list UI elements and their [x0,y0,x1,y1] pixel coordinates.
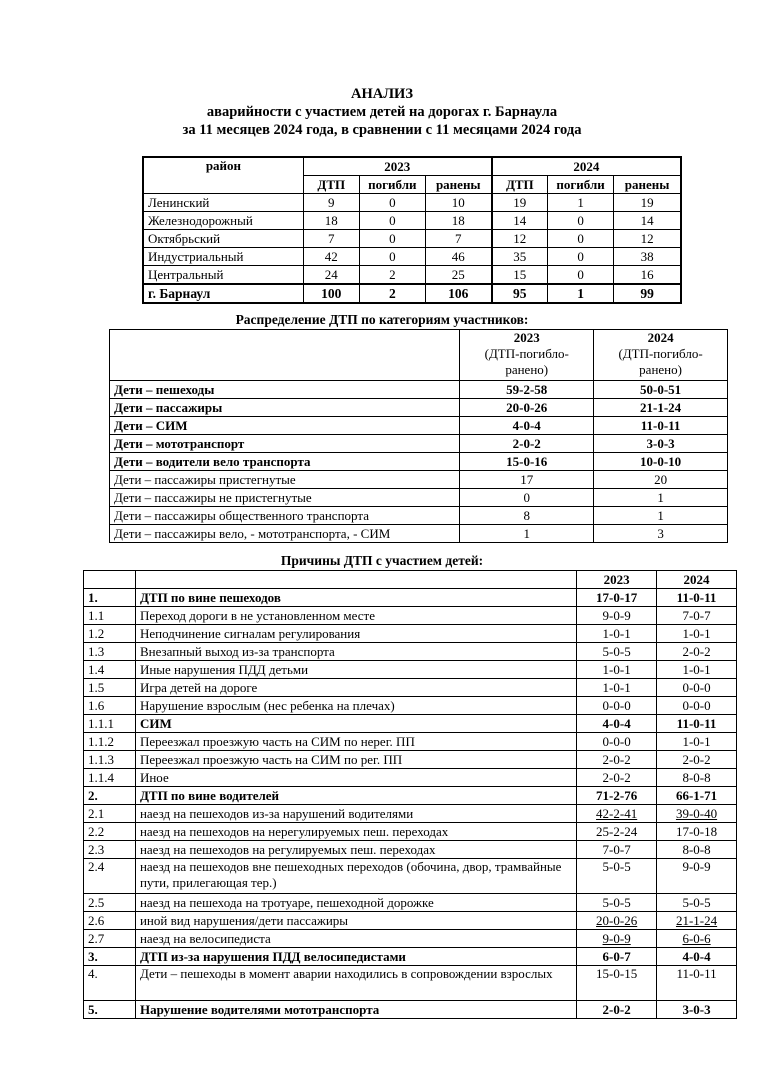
district-value: 19 [614,194,681,212]
cause-value-2024: 11-0-11 [657,589,737,607]
district-name: Центральный [143,266,303,285]
district-value: 0 [359,248,425,266]
col-killed-2024: погибли [547,176,613,194]
cause-name: Дети – пешеходы в момент аварии находились в сопровождении взрослых [135,966,576,1001]
cause-value-2024: 1-0-1 [657,625,737,643]
cause-value-2024: 21-1-24 [657,912,737,930]
district-value: 35 [492,248,548,266]
cause-row [84,859,737,894]
cause-value-2023: 5-0-5 [577,859,657,894]
cause-name: ДТП по вине водителей [135,787,576,805]
categories-header-empty [110,330,460,381]
cause-number: 1.1 [84,607,136,625]
cause-number: 1. [84,589,136,607]
cause-value-2024: 7-0-7 [657,607,737,625]
cause-value-2024: 1-0-1 [657,733,737,751]
cause-number: 1.5 [84,679,136,697]
district-value: 25 [425,266,491,285]
cause-value-2023: 1-0-1 [577,625,657,643]
cause-row [84,966,737,1001]
cause-row [84,589,737,607]
category-value-2024: 20 [594,471,728,489]
causes-header-2023: 2023 [577,571,657,589]
category-row [110,471,728,489]
district-value: 38 [614,248,681,266]
total-cell: 100 [303,284,359,303]
category-value-2024: 3-0-3 [594,435,728,453]
cause-value-2024: 0-0-0 [657,697,737,715]
causes-header-num [84,571,136,589]
cause-value-2024: 39-0-40 [657,805,737,823]
cause-value-2024: 6-0-6 [657,930,737,948]
cause-value-2023: 2-0-2 [577,1001,657,1019]
category-value-2024: 10-0-10 [594,453,728,471]
cause-row [84,930,737,948]
category-value-2023: 20-0-26 [460,399,594,417]
cause-row [84,841,737,859]
cause-number: 4. [84,966,136,1001]
cause-value-2024: 5-0-5 [657,894,737,912]
district-row [143,230,681,248]
cause-name: наезд на пешеходов на регулируемых пеш. переходах [135,841,576,859]
district-name: Индустриальный [143,248,303,266]
region-header: район [143,157,303,194]
total-cell: 2 [359,284,425,303]
district-value: 7 [425,230,491,248]
cause-value-2024: 11-0-11 [657,715,737,733]
category-name: Дети – пассажиры пристегнутые [110,471,460,489]
cause-name: СИМ [135,715,576,733]
col-dtp-2023: ДТП [303,176,359,194]
district-value: 15 [492,266,548,285]
year-2023-header: 2023 [303,157,491,176]
categories-header-2023 [460,330,594,381]
cause-number: 1.6 [84,697,136,715]
col-killed-2023: погибли [359,176,425,194]
category-row [110,399,728,417]
cause-value-2023: 42-2-41 [577,805,657,823]
cause-name: Переезжал проезжую часть на СИМ по нерег. ПП [135,733,576,751]
districts-header-row [143,157,681,176]
district-name: Ленинский [143,194,303,212]
district-value: 0 [359,194,425,212]
district-value: 12 [492,230,548,248]
cause-value-2023: 17-0-17 [577,589,657,607]
category-row [110,507,728,525]
cause-row [84,805,737,823]
cause-number: 1.1.4 [84,769,136,787]
cause-value-2024: 0-0-0 [657,679,737,697]
cause-name: Игра детей на дороге [135,679,576,697]
district-value: 24 [303,266,359,285]
cause-value-2024: 3-0-3 [657,1001,737,1019]
cause-value-2024: 2-0-2 [657,643,737,661]
district-row [143,266,681,285]
cause-name: ДТП из-за нарушения ПДД велосипедистами [135,948,576,966]
cause-number: 2.2 [84,823,136,841]
category-value-2024: 11-0-11 [594,417,728,435]
category-value-2023: 59-2-58 [460,381,594,399]
district-value: 18 [425,212,491,230]
district-value: 0 [547,212,613,230]
district-value: 14 [614,212,681,230]
cause-row [84,769,737,787]
cause-number: 3. [84,948,136,966]
cause-value-2023: 20-0-26 [577,912,657,930]
category-name: Дети – пешеходы [110,381,460,399]
district-name: Железнодорожный [143,212,303,230]
cause-value-2024: 4-0-4 [657,948,737,966]
cause-number: 2.3 [84,841,136,859]
cause-name: Иное [135,769,576,787]
total-cell: 99 [614,284,681,303]
category-name: Дети – пассажиры [110,399,460,417]
cause-value-2023: 6-0-7 [577,948,657,966]
category-row [110,525,728,543]
cause-value-2024: 8-0-8 [657,841,737,859]
district-value: 14 [492,212,548,230]
cause-value-2023: 7-0-7 [577,841,657,859]
total-cell: 1 [547,284,613,303]
cause-number: 1.3 [84,643,136,661]
district-value: 42 [303,248,359,266]
cause-name: наезд на пешеходов на нерегулируемых пеш. переходах [135,823,576,841]
category-name: Дети – пассажиры общественного транспорта [110,507,460,525]
category-name: Дети – пассажиры не пристегнутые [110,489,460,507]
cause-number: 2.5 [84,894,136,912]
cause-number: 1.1.3 [84,751,136,769]
district-value: 0 [359,230,425,248]
cause-value-2024: 9-0-9 [657,859,737,894]
category-value-2023: 17 [460,471,594,489]
cause-number: 2.6 [84,912,136,930]
cause-row [84,823,737,841]
causes-header-row [84,571,737,589]
category-name: Дети – пассажиры вело, - мототранспорта, - СИМ [110,525,460,543]
cause-value-2023: 1-0-1 [577,679,657,697]
category-value-2024: 3 [594,525,728,543]
cause-value-2024: 17-0-18 [657,823,737,841]
cause-row [84,697,737,715]
cause-value-2024: 11-0-11 [657,966,737,1001]
cause-value-2024: 2-0-2 [657,751,737,769]
district-row [143,194,681,212]
cause-row [84,661,737,679]
category-value-2023: 8 [460,507,594,525]
causes-header-2024: 2024 [657,571,737,589]
document-subtitle: аварийности с участием детей на дорогах г. Барнаула [206,104,558,120]
district-value: 9 [303,194,359,212]
district-value: 12 [614,230,681,248]
cause-row [84,912,737,930]
district-row [143,248,681,266]
category-value-2023: 0 [460,489,594,507]
categories-year-2023: 2023 [513,330,540,345]
cause-name: ДТП по вине пешеходов [135,589,576,607]
total-cell: 95 [492,284,548,303]
cause-name: наезд на велосипедиста [135,930,576,948]
category-value-2024: 1 [594,507,728,525]
cause-value-2024: 1-0-1 [657,661,737,679]
district-value: 18 [303,212,359,230]
cause-row [84,751,737,769]
cause-row [84,679,737,697]
categories-sub-2023: (ДТП-погибло-ранено) [484,346,569,377]
cause-value-2023: 9-0-9 [577,607,657,625]
category-value-2024: 50-0-51 [594,381,728,399]
cause-name: Иные нарушения ПДД детьми [135,661,576,679]
category-row [110,381,728,399]
cause-value-2023: 5-0-5 [577,643,657,661]
cause-number: 1.2 [84,625,136,643]
cause-number: 5. [84,1001,136,1019]
total-cell: 106 [425,284,491,303]
document-period: за 11 месяцев 2024 года, в сравнении с 11 месяцами 2024 года [182,122,582,138]
cause-value-2023: 25-2-24 [577,823,657,841]
categories-sub-2024: (ДТП-погибло-ранено) [618,346,703,377]
cause-value-2024: 66-1-71 [657,787,737,805]
cause-number: 2.7 [84,930,136,948]
district-name: Октябрьский [143,230,303,248]
district-value: 2 [359,266,425,285]
cause-value-2023: 5-0-5 [577,894,657,912]
cause-number: 2.1 [84,805,136,823]
cause-name: Переезжал проезжую часть на СИМ по рег. ПП [135,751,576,769]
cause-number: 2. [84,787,136,805]
cause-name: Нарушение взрослым (нес ребенка на плечах) [135,697,576,715]
categories-header-2024 [594,330,728,381]
cause-value-2023: 2-0-2 [577,751,657,769]
cause-row [84,948,737,966]
category-value-2023: 15-0-16 [460,453,594,471]
cause-number: 1.1.1 [84,715,136,733]
category-value-2023: 2-0-2 [460,435,594,453]
causes-caption: Причины ДТП с участием детей: [280,553,484,568]
categories-header-row [110,330,728,381]
category-value-2024: 21-1-24 [594,399,728,417]
district-value: 46 [425,248,491,266]
district-value: 10 [425,194,491,212]
cause-row [84,787,737,805]
causes-header-name [135,571,576,589]
cause-row [84,1001,737,1019]
col-injured-2024: ранены [614,176,681,194]
cause-name: Неподчинение сигналам регулирования [135,625,576,643]
cause-value-2023: 71-2-76 [577,787,657,805]
document-title: АНАЛИЗ [351,86,413,102]
category-row [110,453,728,471]
cause-row [84,607,737,625]
cause-name: наезд на пешеходов вне пешеходных переходов (обочина, двор, трамвайные пути, прилегающая тер.) [135,859,576,894]
category-row [110,417,728,435]
cause-row [84,625,737,643]
category-value-2023: 4-0-4 [460,417,594,435]
districts-total-row [143,284,681,303]
district-value: 0 [359,212,425,230]
district-value: 0 [547,230,613,248]
category-name: Дети – СИМ [110,417,460,435]
category-name: Дети – мототранспорт [110,435,460,453]
cause-row [84,733,737,751]
district-value: 7 [303,230,359,248]
cause-name: Нарушение водителями мототранспорта [135,1001,576,1019]
cause-value-2023: 0-0-0 [577,733,657,751]
cause-value-2023: 0-0-0 [577,697,657,715]
total-name: г. Барнаул [143,284,303,303]
cause-value-2024: 8-0-8 [657,769,737,787]
categories-table [109,329,728,543]
year-2024-header: 2024 [492,157,681,176]
district-value: 1 [547,194,613,212]
categories-caption: Распределение ДТП по категориям участников: [235,312,529,327]
cause-name: Переход дороги в не установленном месте [135,607,576,625]
cause-row [84,894,737,912]
cause-number: 2.4 [84,859,136,894]
cause-number: 1.1.2 [84,733,136,751]
cause-row [84,715,737,733]
cause-row [84,643,737,661]
col-injured-2023: ранены [425,176,491,194]
district-value: 19 [492,194,548,212]
category-name: Дети – водители вело транспорта [110,453,460,471]
district-value: 0 [547,266,613,285]
category-row [110,489,728,507]
district-row [143,212,681,230]
cause-name: иной вид нарушения/дети пассажиры [135,912,576,930]
causes-table [83,570,737,1019]
categories-year-2024: 2024 [647,330,674,345]
districts-table [142,156,682,304]
district-value: 0 [547,248,613,266]
category-value-2023: 1 [460,525,594,543]
cause-value-2023: 15-0-15 [577,966,657,1001]
cause-value-2023: 1-0-1 [577,661,657,679]
cause-number: 1.4 [84,661,136,679]
cause-value-2023: 4-0-4 [577,715,657,733]
col-dtp-2024: ДТП [492,176,548,194]
cause-value-2023: 2-0-2 [577,769,657,787]
cause-value-2023: 9-0-9 [577,930,657,948]
cause-name: наезд на пешехода на тротуаре, пешеходной дорожке [135,894,576,912]
cause-name: Внезапный выход из-за транспорта [135,643,576,661]
category-value-2024: 1 [594,489,728,507]
category-row [110,435,728,453]
district-value: 16 [614,266,681,285]
cause-name: наезд на пешеходов из-за нарушений водителями [135,805,576,823]
